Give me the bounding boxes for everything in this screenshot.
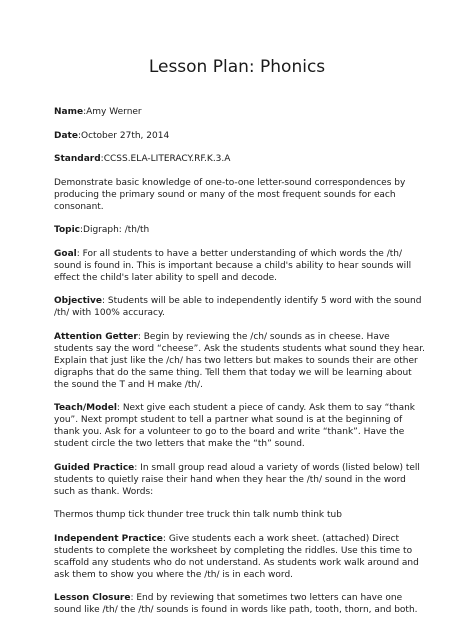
standard-description: Demonstrate basic knowledge of one-to-one letter-sound correspondences by producing the primary sound or many of the most frequent sounds for each consonant. <box>54 177 406 212</box>
teach-model-text: : Next give each student a piece of candy. Ask them to say “thank you”. Next prompt student to tell a partner what sound is at the beginning of thank you. Ask for a volunteer to go to the board and write “thank”. Have the student circle the two letters that make the “th” sound. <box>54 403 415 449</box>
name-field <box>54 106 426 118</box>
objective-section <box>54 295 426 319</box>
attention-getter-label: Attention Getter <box>54 331 138 342</box>
document-body <box>54 106 426 628</box>
date-label: Date <box>54 130 78 141</box>
teach-model-section <box>54 402 426 450</box>
attention-getter-section <box>54 331 426 391</box>
teach-model-label: Teach/Model <box>54 403 117 413</box>
goal-text: : For all students to have a better understanding of which words the /th/ sound is found in. This is important because a child's ability to hear sounds will effect the child's later ability to spell and decode. <box>54 248 412 283</box>
attention-getter-text: : Begin by reviewing the /ch/ sounds as in cheese. Have students say the word “cheese”. Ask the students students what sound they hear. Explain that just like the /ch/ has two letters but makes to sounds their are other digraphs that do the same thing. Tell them that today we will be learning about the sound the T and H make /th/. <box>54 331 426 390</box>
independent-practice-label: Independent Practice <box>54 533 163 544</box>
topic-label: Topic <box>54 225 80 235</box>
lesson-closure-label: Lesson Closure <box>54 593 131 603</box>
word-list: Thermos thump tick thunder tree truck thin talk numb think tub <box>54 510 342 520</box>
topic-value: :Digraph: /th/th <box>80 225 150 235</box>
goal-section <box>54 248 426 284</box>
name-label: Name <box>54 107 84 117</box>
independent-practice-text: : Give students each a work sheet. (attached) Direct students to complete the worksheet by completing the riddles. Use this time to scaffold any students who do not understand. As students work walk around and ask them to show you where the /th/ is in each word. <box>54 533 419 580</box>
name-value: :Amy Werner <box>83 107 142 117</box>
goal-label: Goal <box>54 248 77 259</box>
guided-practice-label: Guided Practice <box>54 462 135 473</box>
date-field <box>54 130 426 142</box>
lesson-closure-section <box>54 592 426 616</box>
guided-practice-section <box>54 462 426 498</box>
guided-practice-text: : In small group read aloud a variety of words (listed below) tell students to quietly raise their hand when they hear the /th/ sound in the word such as thank. Words: <box>54 462 420 497</box>
standard-label: Standard <box>54 154 101 164</box>
lesson-closure-text: : End by reviewing that sometimes two letters can have one sound like /th/ the /th/ sounds is found in words like path, tooth, thorn, and both. <box>54 593 418 615</box>
standard-value: :CCSS.ELA-LITERACY.RF.K.3.A <box>100 154 231 164</box>
objective-label: Objective <box>54 296 102 306</box>
objective-text: : Students will be able to independently identify 5 word with the sound /th/ with 100% accuracy. <box>54 296 422 318</box>
page-title: Lesson Plan: Phonics <box>148 57 326 77</box>
standard-field <box>54 153 426 165</box>
date-value: :October 27th, 2014 <box>77 130 170 141</box>
topic-section <box>54 224 426 236</box>
independent-practice-section <box>54 533 426 581</box>
